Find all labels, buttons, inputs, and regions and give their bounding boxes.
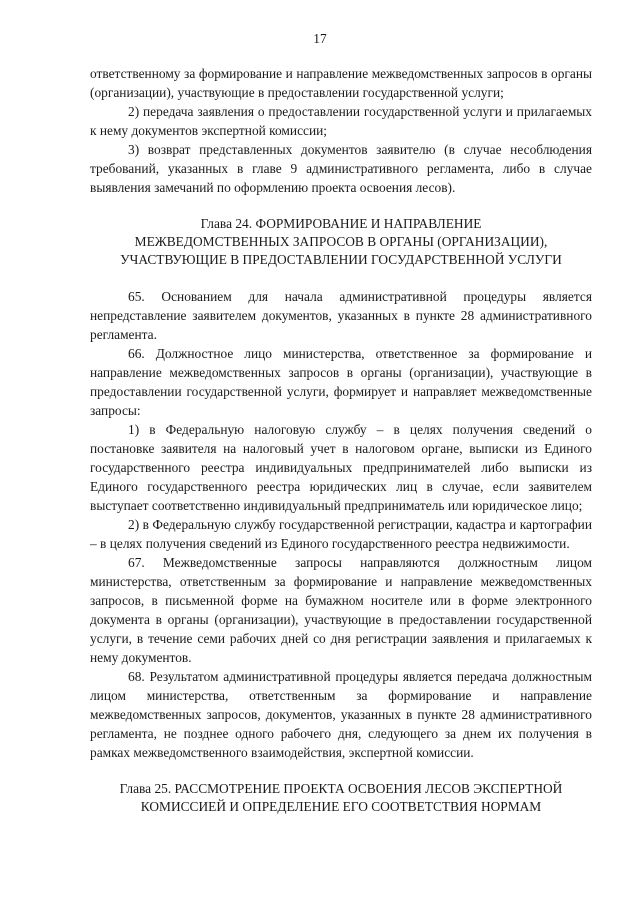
chapter-25-heading bbox=[90, 780, 592, 816]
paragraph: 1) в Федеральную налоговую службу – в целях получения сведений о постановке заявителя на налоговый учет в налоговом органе, выписки из Единого государственного реестра индивидуальных предпринимателей либо выписки из Единого государственного реестра юридических лиц в случае, если заявителем выступает соответственно индивидуальный предприниматель или юридическое лицо; bbox=[90, 422, 592, 513]
chapter-heading-line: УЧАСТВУЮЩИЕ В ПРЕДОСТАВЛЕНИИ ГОСУДАРСТВЕННОЙ УСЛУГИ bbox=[120, 252, 562, 267]
document-body bbox=[90, 64, 592, 834]
chapter-heading-line: Глава 24. ФОРМИРОВАНИЕ И НАПРАВЛЕНИЕ bbox=[200, 216, 482, 231]
paragraph: 2) в Федеральную службу государственной регистрации, кадастра и картографии – в целях получения сведений из Единого государственного реестра недвижимости. bbox=[90, 517, 592, 551]
paragraph: 67. Межведомственные запросы направляются должностным лицом министерства, ответственным за формирование и направление межведомственных запросов, в письменной форме на бумажном носителе или в форме электронного документа в органы (организации), участвующие в предоставлении государственной услуги, в течение семи рабочих дней со дня регистрации заявления и прилагаемых к нему документов. bbox=[90, 555, 592, 665]
paragraph: ответственному за формирование и направление межведомственных запросов в органы (организации), участвующие в предоставлении государственной услуги; bbox=[90, 66, 592, 100]
chapter-heading-line: МЕЖВЕДОМСТВЕННЫХ ЗАПРОСОВ В ОРГАНЫ (ОРГАНИЗАЦИИ), bbox=[134, 234, 548, 249]
paragraph: 65. Основанием для начала административной процедуры является непредставление заявителем документов, указанных в пункте 28 административного регламента. bbox=[90, 289, 592, 342]
paragraph: 68. Результатом административной процедуры является передача должностным лицом министерства, ответственным за формирование и направление межведомственных запросов, документов, указанных в пункте 28 административного регламента, не позднее одного рабочего дня, следующего за днем их получения в рамках межведомственного взаимодействия, экспертной комиссии. bbox=[90, 669, 592, 760]
paragraph: 2) передача заявления о предоставлении государственной услуги и прилагаемых к нему документов экспертной комиссии; bbox=[90, 104, 592, 138]
paragraph: 3) возврат представленных документов заявителю (в случае несоблюдения требований, указанных в главе 9 административного регламента, либо в случае выявления замечаний по оформлению проекта освоения лесов). bbox=[90, 142, 592, 195]
chapter-heading-line: КОМИССИЕЙ И ОПРЕДЕЛЕНИЕ ЕГО СООТВЕТСТВИЯ НОРМАМ bbox=[140, 799, 542, 814]
chapter-heading-line: Глава 25. РАССМОТРЕНИЕ ПРОЕКТА ОСВОЕНИЯ ЛЕСОВ ЭКСПЕРТНОЙ bbox=[119, 781, 563, 796]
paragraph: 66. Должностное лицо министерства, ответственное за формирование и направление межведомственных запросов в органы (организации), участвующие в предоставлении государственной услуги, формирует и направляет межведомственные запросы: bbox=[90, 346, 592, 418]
chapter-24-heading bbox=[90, 215, 592, 269]
page-number: 17 bbox=[313, 31, 327, 46]
